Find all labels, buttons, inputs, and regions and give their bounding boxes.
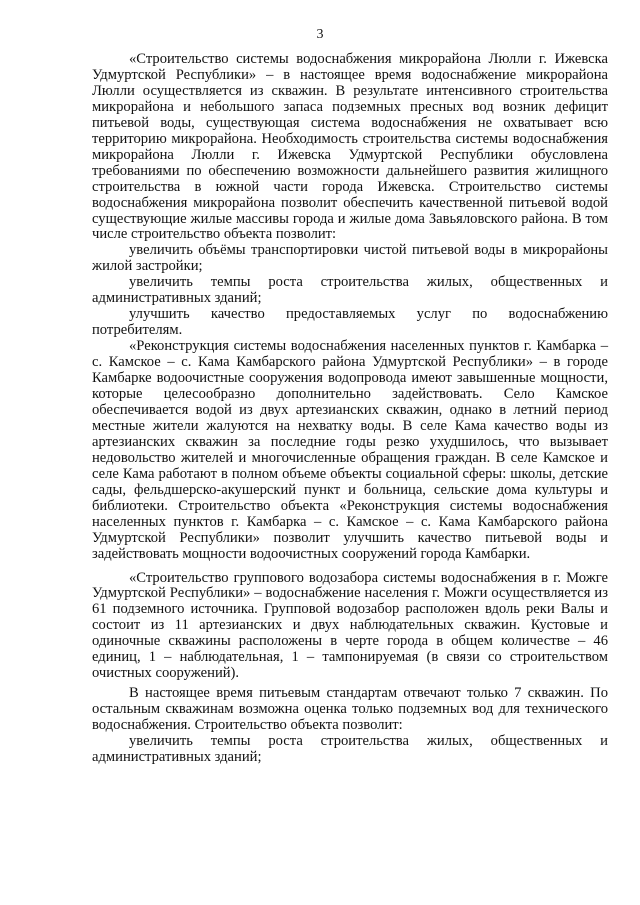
paragraph-mozhga-bullet-construction: увеличить темпы роста строительства жилых, общественных и административных зданий; [92,733,608,765]
paragraph-lyulli-project: «Строительство системы водоснабжения микрорайона Люлли г. Ижевска Удмуртской Республики» – в настоящее время водоснабжение микрорайона Люлли осуществляется из скважин. В результате интенсивного строительства микрорайона и небольшого запаса подземных пресных вод возник дефицит питьевой воды, существующая система водоснабжения не охватывает всю территорию микрорайона. Необходимость строительства системы водоснабжения микрорайона Люлли г. Ижевска Удмуртской Республики обусловлена требованиями по обеспечению возможности дальнейшего развития жилищного строительства в южной части города Ижевска. Строительство системы водоснабжения микрорайона позволит обеспечить качественной питьевой водой существующие жилые массивы города и жилые дома Завьяловского района. В том числе строительство объекта позволит: [92,51,608,243]
paragraph-mozhga-wells: В настоящее время питьевым стандартам отвечают только 7 скважин. По остальным скважинам возможна оценка только подземных вод для технического водоснабжения. Строительство объекта позволит: [92,685,608,734]
paragraph-mozhga-project: «Строительство группового водозабора системы водоснабжения в г. Можге Удмуртской Республики» – водоснабжение населения г. Можги осуществляется из 61 подземного источника. Групповой водозабор расположен вдоль реки Валы и состоит из 11 артезианских и двух наблюдательных скважин. Кустовые и одиночные скважины расположены в черте города в общем количестве – 46 единиц, 1 – наблюдательная, 1 – тампонируемая (в связи со строительством очистных сооружений). [92,569,608,682]
paragraph-lyulli-bullet-transport: увеличить объёмы транспортировки чистой питьевой воды в микрорайоны жилой застройки; [92,242,608,275]
paragraph-lyulli-bullet-construction: увеличить темпы роста строительства жилых, общественных и административных зданий; [92,274,608,307]
page-number: 3 [316,27,324,42]
paragraph-kambarka-project: «Реконструкция системы водоснабжения населенных пунктов г. Камбарка – с. Камское – с. Кама Камбарского района Удмуртской Республики» – в городе Камбарке водоочистные сооружения водопровода имеют завышенные мощности, которые целесообразно дополнительно задействовать. Село Камское обеспечивается водой из двух артезианских скважин, однако в летний период местные жители жалуются на нехватку воды. В селе Кама качество воды из артезианских скважин за последние годы резко ухудшилось, что вызывает недовольство жителей и многочисленные обращения граждан. В селе Камское и селе Кама работают в полном объеме объекты социальной сферы: школы, детские сады, фельдшерско-акушерский пункт и больница, сельские дома культуры и библиотеки. Строительство объекта «Реконструкция системы водоснабжения населенных пунктов г. Камбарка – с. Камское – с. Кама Камбарского района Удмуртской Республики» позволит улучшить качество питьевой воды и задействовать мощности водоочистных сооружений города Камбарки. [92,338,608,562]
document-body [92,52,608,766]
paragraph-lyulli-bullet-quality: улучшить качество предоставляемых услуг по водоснабжению потребителям. [92,306,608,339]
